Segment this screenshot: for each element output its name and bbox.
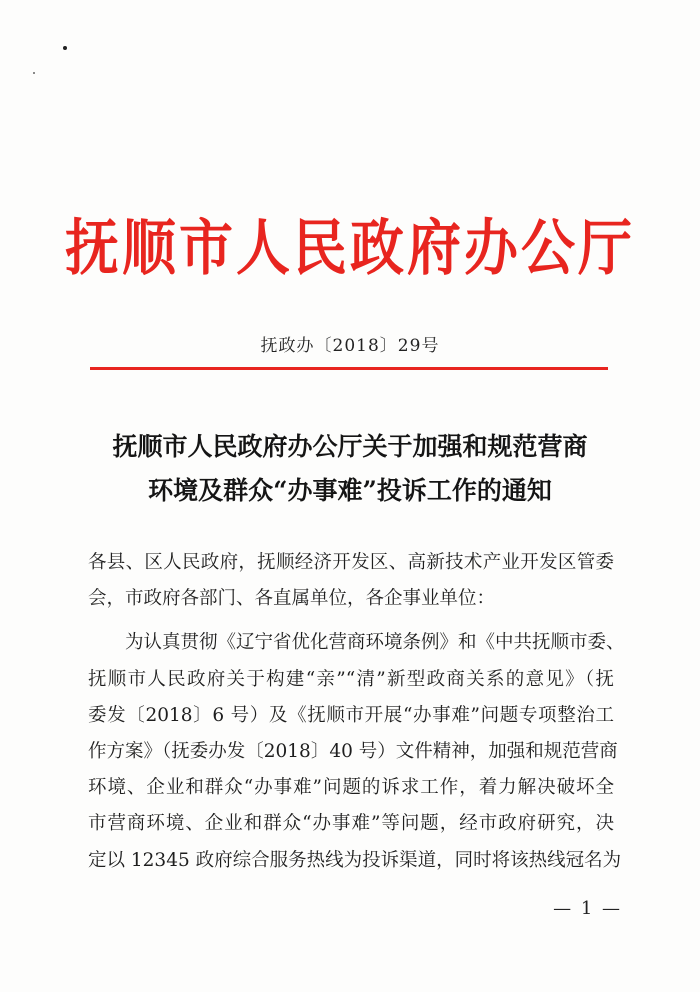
notice-title-line: 环境及群众“办事难”投诉工作的通知 — [148, 476, 552, 505]
paragraph-line: 为认真贯彻《辽宁省优化营商环境条例》和《中共抚顺市委、 — [88, 632, 625, 654]
scan-speck — [33, 72, 35, 74]
paragraph-line: 定以 12345 政府综合服务热线为投诉渠道，同时将该热线冠名为 — [88, 849, 622, 871]
paragraph-gap — [88, 617, 614, 625]
addressee-line: 会，市政府各部门、各直属单位，各企事业单位： — [88, 588, 496, 610]
red-separator-rule — [90, 367, 608, 370]
page-number: — 1 — — [553, 898, 622, 919]
body-text — [88, 545, 625, 879]
issuer-title: 抚顺市人民政府办公厅 — [65, 211, 635, 283]
document-number: 抚政办〔2018〕29号 — [260, 336, 440, 356]
paragraph-line: 环境、企业和群众“办事难”问题的诉求工作，着力解决破坏全 — [88, 777, 614, 799]
notice-title — [0, 425, 700, 513]
paragraph-line: 委发〔2018〕6 号）及《抚顺市开展“办事难”问题专项整治工 — [88, 704, 614, 726]
paragraph-line: 作方案》（抚委办发〔2018〕40 号）文件精神，加强和规范营商 — [88, 741, 618, 763]
addressee-line: 各县、区人民政府，抚顺经济开发区、高新技术产业开发区管委 — [88, 552, 614, 573]
paragraph-line: 市营商环境、企业和群众“办事难”等问题，经市政府研究，决 — [88, 813, 614, 835]
notice-title-line: 抚顺市人民政府办公厅关于加强和规范营商 — [112, 432, 588, 461]
paragraph-line: 抚顺市人民政府关于构建“亲”“清”新型政商关系的意见》（抚 — [88, 668, 614, 690]
scan-speck — [63, 46, 67, 50]
